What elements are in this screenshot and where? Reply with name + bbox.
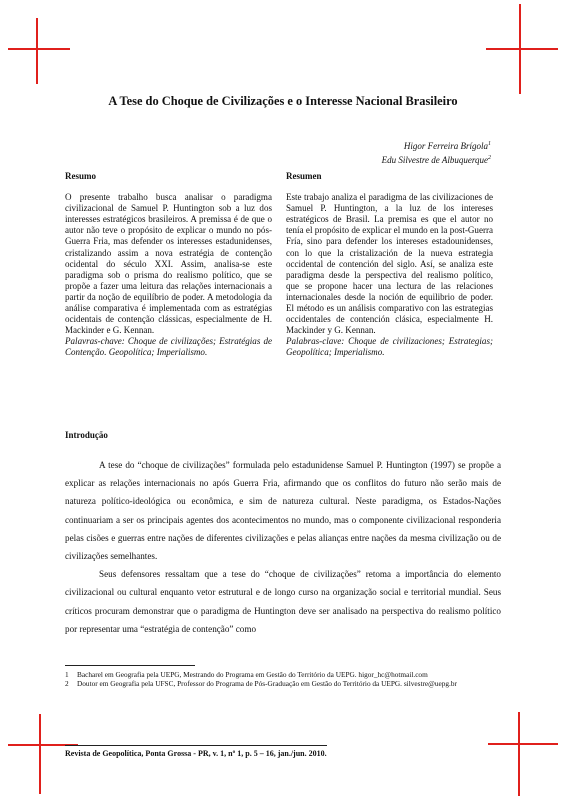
footnote-marker: 2 <box>488 155 491 161</box>
paper-title: A Tese do Choque de Civilizações e o Interesse Nacional Brasileiro <box>108 94 458 108</box>
footnote-text: Doutor em Geografia pela UFSC, Professor do Programa de Pós-Graduação em Gestão do Território da UEPG. silvestre@uepg.br <box>77 679 457 689</box>
author-line: Higor Ferreira Brígola$^1$ <box>403 141 491 151</box>
abstract-heading: Resumo <box>65 171 96 181</box>
abstract-portuguese <box>65 171 272 359</box>
abstract-heading: Resumen <box>286 171 322 181</box>
section-heading-introduction: Introdução <box>65 430 108 440</box>
abstract-text: Este trabajo analiza el paradigma de las civilizaciones de Samuel P. Huntington, a la luz de los intereses estratégicos de Brasil. La premisa es que el autor no tenía el propósito de explicar el mundo en la post-Guerra Fría, sino para defender los intereses estadounidenses, con lo que la cristalización de la nueva estrategia occidental de contención del siglo. Así, se analiza este paradigma desde la perspectiva del realismo político, que se propone hacer una lectura de las relaciones internacionales desde la noción de equilibrio de poder. El método es un análisis comparativo con las estrategias occidentales de contención clásica, especialmente H. Mackinder y G. Kennan. <box>286 192 493 336</box>
author-block <box>382 138 491 166</box>
body-paragraph: A tese do “choque de civilizações” formulada pelo estadunidense Samuel P. Huntington (1997) se propõe a explicar as relações internacionais no após Guerra Fria, afirmando que os conflitos do futuro não serão mais de natureza político-ideológica ou econômica, e sim de natureza cultural. Neste paradigma, os Estados-Nações continuariam a ser os principais agentes dos acontecimentos no mundo, mas o componente civilizacional responderia pelas cisões e guerras entre nações de diferentes civilizações e pelas alianças entre nações da mesma civilização ou de civilizações semelhantes. <box>65 460 501 562</box>
footnotes <box>65 670 501 688</box>
footnote-divider <box>65 665 195 666</box>
introduction-body <box>65 456 501 638</box>
footnote-item <box>65 679 501 688</box>
footnote-marker: 1 <box>488 141 491 147</box>
body-paragraph: Seus defensores ressaltam que a tese do “choque de civilizações” retoma a importância do elemento civilizacional ou cultural enquanto vetor estrutural e de longo curso na organização social e territorial mundial. Seus críticos procuram demonstrar que o paradigma de Huntington deve ser analisado na perspectiva do realismo político por representar uma “estratégia de contenção” como <box>65 569 501 634</box>
abstract-text: O presente trabalho busca analisar o paradigma civilizacional de Samuel P. Huntington sob a luz dos interesses estratégicos brasileiros. A premissa é de que o autor não teve o propósito de explicar o mundo no pós-Guerra Fria, mas defender os interesses estadunidenses, cristalizando assim a nova estratégia de contenção ocidental do século XXI. Assim, analisa-se este paradigma sob o prisma do realismo político, que se propõe a fazer uma leitura das relações internacionais a partir da noção de equilíbrio de poder. A metodologia da análise comparativa é implementada com as estratégias ocidentais de contenção clássicas, especialmente de H. Mackinder e G. Kennan. <box>65 192 272 336</box>
footnote-text: Bacharel em Geografia pela UEPG, Mestrando do Programa em Gestão do Território da UEPG. higor_hc@hotmail.com <box>77 670 428 679</box>
footnote-number: 2 <box>65 679 69 689</box>
abstract-spanish <box>286 171 493 359</box>
footnote-number: 1 <box>65 670 69 679</box>
abstract-keywords: Palabras-clave: Choque de civilizaciones; Estrategias; Geopolítica; Imperialismo. <box>286 336 493 358</box>
footnote-item <box>65 670 501 679</box>
journal-footer: Revista de Geopolítica, Ponta Grossa - PR, v. 1, nº 1, p. 5 – 16, jan./jun. 2010. <box>65 745 327 758</box>
abstract-keywords: Palavras-chave: Choque de civilizações; Estratégias de Contenção. Geopolítica; Imperialismo. <box>65 336 272 358</box>
author-line: Edu Silvestre de Albuquerque$^2$ <box>381 155 491 165</box>
